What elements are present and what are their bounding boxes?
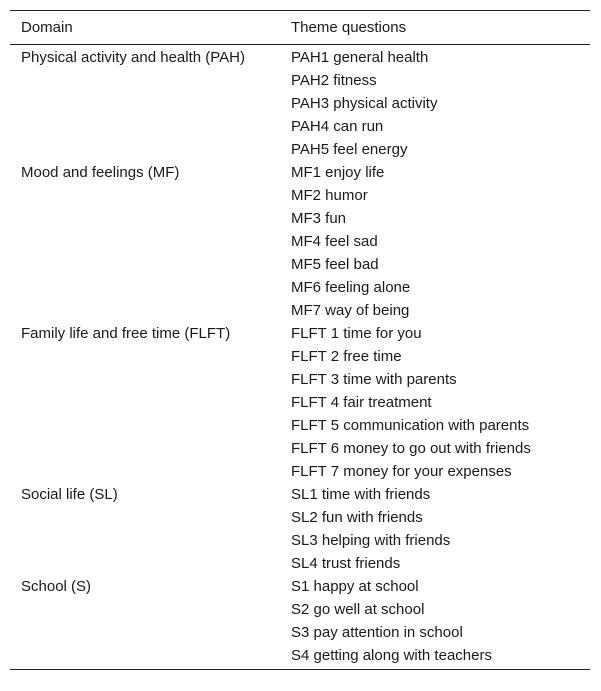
theme-question: S4 getting along with teachers bbox=[291, 647, 492, 664]
theme-question: MF2 humor bbox=[291, 187, 368, 204]
theme-question: S2 go well at school bbox=[291, 601, 425, 618]
theme-question: MF4 feel sad bbox=[291, 233, 378, 250]
domain-cell: Family life and free time (FLFT) bbox=[21, 325, 231, 342]
domain-theme-table bbox=[10, 10, 590, 670]
theme-question: S3 pay attention in school bbox=[291, 624, 463, 641]
theme-question: SL1 time with friends bbox=[291, 486, 431, 503]
theme-question: MF5 feel bad bbox=[291, 256, 379, 273]
theme-question: SL4 trust friends bbox=[291, 555, 401, 572]
theme-question: MF7 way of being bbox=[291, 302, 410, 319]
theme-question: FLFT 1 time for you bbox=[291, 325, 422, 342]
theme-question: FLFT 4 fair treatment bbox=[291, 394, 432, 411]
theme-question: MF3 fun bbox=[291, 210, 347, 227]
theme-question: MF1 enjoy life bbox=[291, 164, 385, 181]
table-row bbox=[10, 575, 590, 667]
theme-questions-cell bbox=[291, 161, 590, 322]
theme-questions-cell bbox=[291, 575, 590, 667]
domain-cell: Mood and feelings (MF) bbox=[21, 164, 180, 181]
theme-question: PAH1 general health bbox=[291, 49, 429, 66]
domain-cell: Physical activity and health (PAH) bbox=[21, 49, 245, 66]
theme-questions-cell bbox=[291, 483, 590, 575]
theme-question: PAH5 feel energy bbox=[291, 141, 408, 158]
header-theme-questions: Theme questions bbox=[291, 19, 407, 36]
table-row bbox=[10, 46, 590, 161]
table-body bbox=[10, 45, 590, 669]
theme-question: SL2 fun with friends bbox=[291, 509, 423, 526]
theme-question: S1 happy at school bbox=[291, 578, 419, 595]
table-row bbox=[10, 483, 590, 575]
header-domain: Domain bbox=[21, 19, 73, 36]
theme-questions-cell bbox=[291, 46, 590, 161]
theme-question: MF6 feeling alone bbox=[291, 279, 411, 296]
theme-question: FLFT 7 money for your expenses bbox=[291, 463, 512, 480]
theme-question: FLFT 2 free time bbox=[291, 348, 402, 365]
theme-question: PAH3 physical activity bbox=[291, 95, 438, 112]
theme-question: FLFT 3 time with parents bbox=[291, 371, 457, 388]
theme-question: SL3 helping with friends bbox=[291, 532, 451, 549]
table-row bbox=[10, 161, 590, 322]
table-row bbox=[10, 322, 590, 483]
table-header-row bbox=[10, 11, 590, 45]
theme-question: FLFT 6 money to go out with friends bbox=[291, 440, 531, 457]
domain-cell: School (S) bbox=[21, 578, 92, 595]
domain-cell: Social life (SL) bbox=[21, 486, 118, 503]
theme-question: FLFT 5 communication with parents bbox=[291, 417, 530, 434]
theme-questions-cell bbox=[291, 322, 590, 483]
theme-question: PAH2 fitness bbox=[291, 72, 377, 89]
theme-question: PAH4 can run bbox=[291, 118, 384, 135]
